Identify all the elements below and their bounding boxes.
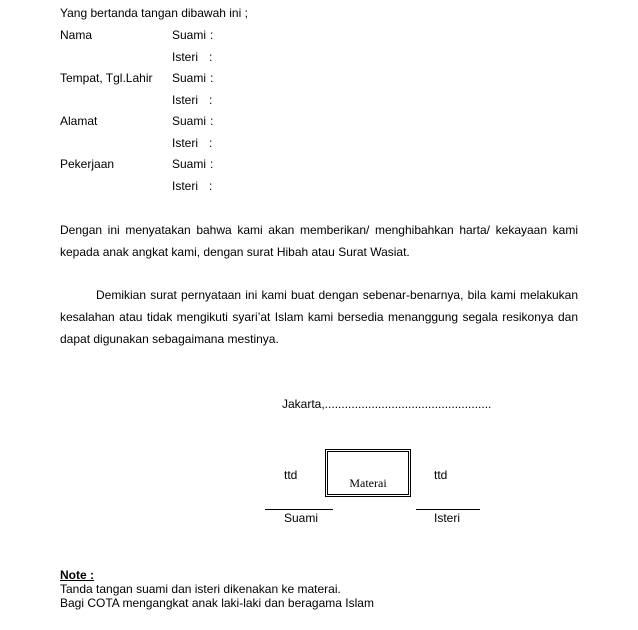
field-label-nama: Nama [60, 28, 93, 42]
intro-text: Yang bertanda tangan dibawah ini ; [60, 6, 248, 20]
field-separator: : [209, 93, 213, 107]
note-title: Note : [60, 568, 94, 582]
field-role-suami: Suami [172, 71, 207, 85]
field-separator: : [210, 114, 214, 128]
field-role-isteri: Isteri [172, 179, 199, 193]
field-role-suami: Suami [172, 28, 207, 42]
field-label-tempat-tgl-lahir: Tempat, Tgl.Lahir [60, 71, 153, 85]
signer-name-suami: Suami [284, 511, 319, 525]
closing-paragraph-text: Demikian surat pernyataan ini kami buat dengan sebenar-benarnya, bila kami melakukan kesalahan atau tidak mengikuti syari’at Islam kami bersedia menanggung segala resikonya dan dapat digunakan sebagaimana mestinya. [60, 288, 578, 346]
note-line: Bagi COTA mengangkat anak laki-laki dan beragama Islam [60, 596, 374, 610]
field-role-suami: Suami [172, 157, 207, 171]
note-line: Tanda tangan suami dan isteri dikenakan ke materai. [60, 582, 341, 596]
field-role-isteri: Isteri [172, 93, 199, 107]
signature-line-suami [265, 509, 333, 510]
ttd-left-label: ttd [284, 468, 298, 482]
place-date-line: Jakarta,.................................................. [282, 397, 492, 411]
field-separator: : [209, 136, 213, 150]
field-role-isteri: Isteri [172, 50, 199, 64]
field-separator: : [209, 179, 213, 193]
signer-name-isteri: Isteri [434, 511, 461, 525]
field-role-isteri: Isteri [172, 136, 199, 150]
field-label-alamat: Alamat [60, 114, 98, 128]
ttd-right-label: ttd [434, 468, 448, 482]
field-separator: : [210, 28, 214, 42]
statement-paragraph: Dengan ini menyatakan bahwa kami akan memberikan/ menghibahkan harta/ kekayaan kami kepada anak angkat kami, dengan surat Hibah atau Surat Wasiat. [60, 223, 578, 259]
materai-stamp-box [325, 449, 411, 497]
materai-label: Materai [349, 476, 387, 490]
field-separator: : [210, 157, 214, 171]
signature-line-isteri [416, 509, 480, 510]
field-role-suami: Suami [172, 114, 207, 128]
field-separator: : [209, 50, 213, 64]
closing-paragraph [60, 284, 578, 350]
field-label-pekerjaan: Pekerjaan [60, 157, 115, 171]
field-separator: : [210, 71, 214, 85]
